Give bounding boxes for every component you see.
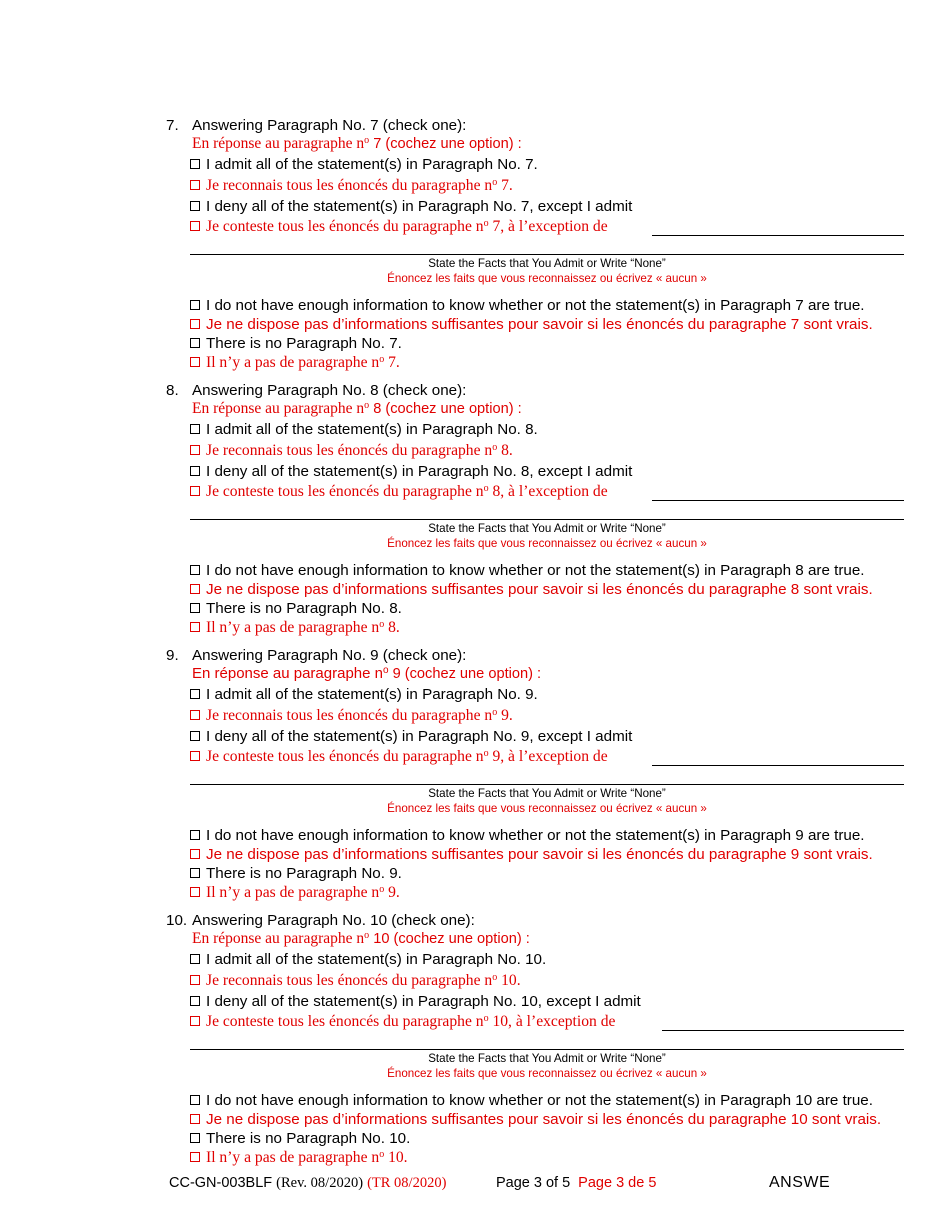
page-number-fr: Page 3 de 5: [578, 1175, 657, 1191]
checkbox[interactable]: [190, 486, 200, 496]
no-paragraph-option-fr[interactable]: Il n’y a pas de paragraphe $n^o$ 7.: [190, 354, 400, 372]
no-information-option-en[interactable]: I do not have enough information to know whether or not the statement(s) in Paragraph 10 are true.: [190, 1092, 873, 1110]
no-paragraph-option-en[interactable]: There is no Paragraph No. 9.: [190, 865, 402, 883]
paragraph-heading-fr: En réponse au paragraphe $n^o$ 9 (cochez une option) :: [192, 665, 542, 682]
admit-all-option-fr[interactable]: Je reconnais tous les énoncés du paragraphe $n^o$ 10.: [190, 972, 521, 990]
paragraph-heading-fr: En réponse au paragraphe $n^o$ 8 (cochez une option) :: [192, 400, 522, 417]
admitted-facts-field[interactable]: [190, 254, 904, 255]
admitted-facts-field[interactable]: [190, 784, 904, 785]
checkbox[interactable]: [190, 1133, 200, 1143]
fill-line-caption-fr: Énoncez les faits que vous reconnaissez ou écrivez « aucun »: [387, 537, 707, 550]
checkbox[interactable]: [190, 445, 200, 455]
admitted-facts-inline-field[interactable]: [662, 1030, 904, 1031]
deny-except-option-fr[interactable]: Je conteste tous les énoncés du paragraphe $n^o$ 8, à l’exception de: [190, 483, 608, 501]
deny-except-option-en[interactable]: I deny all of the statement(s) in Paragraph No. 8, except I admit: [190, 463, 632, 481]
no-paragraph-option-en[interactable]: There is no Paragraph No. 7.: [190, 335, 402, 353]
checkbox[interactable]: [190, 849, 200, 859]
checkbox[interactable]: [190, 731, 200, 741]
fill-line-caption-en: State the Facts that You Admit or Write “None”: [428, 1052, 666, 1065]
no-paragraph-option-fr[interactable]: Il n’y a pas de paragraphe $n^o$ 10.: [190, 1149, 408, 1167]
fill-line-caption-fr: Énoncez les faits que vous reconnaissez ou écrivez « aucun »: [387, 802, 707, 815]
checkbox[interactable]: [190, 689, 200, 699]
checkbox[interactable]: [190, 954, 200, 964]
no-information-option-fr[interactable]: Je ne dispose pas d’informations suffisantes pour savoir si les énoncés du paragraphe 7 sont vrais.: [190, 316, 873, 334]
checkbox[interactable]: [190, 751, 200, 761]
paragraph-heading-fr: En réponse au paragraphe $n^o$ 7 (cochez une option) :: [192, 135, 522, 152]
fill-line-caption-fr: Énoncez les faits que vous reconnaissez ou écrivez « aucun »: [387, 272, 707, 285]
admit-all-option-fr[interactable]: Je reconnais tous les énoncés du paragraphe $n^o$ 7.: [190, 177, 513, 195]
admit-all-option-fr[interactable]: Je reconnais tous les énoncés du paragraphe $n^o$ 9.: [190, 707, 513, 725]
paragraph-number: 9.: [166, 647, 179, 664]
no-information-option-fr[interactable]: Je ne dispose pas d’informations suffisantes pour savoir si les énoncés du paragraphe 10 sont vrais.: [190, 1111, 881, 1129]
paragraph-heading-en: 10. Answering Paragraph No. 10 (check one):: [166, 912, 475, 929]
no-paragraph-option-fr[interactable]: Il n’y a pas de paragraphe $n^o$ 8.: [190, 619, 400, 637]
paragraph-heading-en: 9. Answering Paragraph No. 9 (check one):: [166, 647, 467, 664]
paragraph-heading-en: 8. Answering Paragraph No. 8 (check one):: [166, 382, 467, 399]
form-code: CC-GN-003BLF (Rev. 08/2020) (TR 08/2020): [169, 1175, 447, 1191]
checkbox[interactable]: [190, 221, 200, 231]
paragraph-number: 10.: [166, 912, 188, 929]
no-information-option-en[interactable]: I do not have enough information to know whether or not the statement(s) in Paragraph 7 are true.: [190, 297, 865, 315]
fill-line-caption-fr: Énoncez les faits que vous reconnaissez ou écrivez « aucun »: [387, 1067, 707, 1080]
form-title: ANSWE: [769, 1174, 831, 1191]
deny-except-option-fr[interactable]: Je conteste tous les énoncés du paragraphe $n^o$ 9, à l’exception de: [190, 748, 608, 766]
checkbox[interactable]: [190, 603, 200, 613]
deny-except-option-en[interactable]: I deny all of the statement(s) in Paragraph No. 9, except I admit: [190, 728, 632, 746]
paragraph-heading-fr: En réponse au paragraphe $n^o$ 10 (cochez une option) :: [192, 930, 530, 947]
checkbox[interactable]: [190, 830, 200, 840]
checkbox[interactable]: [190, 887, 200, 897]
paragraph-heading-en: 7. Answering Paragraph No. 7 (check one):: [166, 117, 467, 134]
admit-all-option-en[interactable]: I admit all of the statement(s) in Paragraph No. 10.: [190, 951, 546, 969]
deny-except-option-fr[interactable]: Je conteste tous les énoncés du paragraphe $n^o$ 10, à l’exception de: [190, 1013, 615, 1031]
checkbox[interactable]: [190, 338, 200, 348]
checkbox[interactable]: [190, 1152, 200, 1162]
checkbox[interactable]: [190, 201, 200, 211]
admitted-facts-inline-field[interactable]: [652, 500, 904, 501]
no-information-option-en[interactable]: I do not have enough information to know whether or not the statement(s) in Paragraph 8 are true.: [190, 562, 865, 580]
no-paragraph-option-en[interactable]: There is no Paragraph No. 10.: [190, 1130, 410, 1148]
fill-line-caption-en: State the Facts that You Admit or Write “None”: [428, 257, 666, 270]
checkbox[interactable]: [190, 622, 200, 632]
no-information-option-fr[interactable]: Je ne dispose pas d’informations suffisantes pour savoir si les énoncés du paragraphe 8 sont vrais.: [190, 581, 873, 599]
checkbox[interactable]: [190, 584, 200, 594]
checkbox[interactable]: [190, 319, 200, 329]
checkbox[interactable]: [190, 710, 200, 720]
admit-all-option-en[interactable]: I admit all of the statement(s) in Paragraph No. 9.: [190, 686, 538, 704]
checkbox[interactable]: [190, 1114, 200, 1124]
checkbox[interactable]: [190, 996, 200, 1006]
admit-all-option-en[interactable]: I admit all of the statement(s) in Paragraph No. 7.: [190, 156, 538, 174]
no-information-option-fr[interactable]: Je ne dispose pas d’informations suffisantes pour savoir si les énoncés du paragraphe 9 sont vrais.: [190, 846, 873, 864]
checkbox[interactable]: [190, 565, 200, 575]
admit-all-option-fr[interactable]: Je reconnais tous les énoncés du paragraphe $n^o$ 8.: [190, 442, 513, 460]
checkbox[interactable]: [190, 159, 200, 169]
no-information-option-en[interactable]: I do not have enough information to know whether or not the statement(s) in Paragraph 9 are true.: [190, 827, 865, 845]
checkbox[interactable]: [190, 180, 200, 190]
deny-except-option-en[interactable]: I deny all of the statement(s) in Paragraph No. 10, except I admit: [190, 993, 641, 1011]
checkbox[interactable]: [190, 466, 200, 476]
admitted-facts-inline-field[interactable]: [652, 235, 904, 236]
admitted-facts-field[interactable]: [190, 519, 904, 520]
deny-except-option-en[interactable]: I deny all of the statement(s) in Paragraph No. 7, except I admit: [190, 198, 632, 216]
checkbox[interactable]: [190, 975, 200, 985]
checkbox[interactable]: [190, 1095, 200, 1105]
fill-line-caption-en: State the Facts that You Admit or Write “None”: [428, 787, 666, 800]
no-paragraph-option-fr[interactable]: Il n’y a pas de paragraphe $n^o$ 9.: [190, 884, 400, 902]
checkbox[interactable]: [190, 1016, 200, 1026]
page-number: Page 3 of 5 Page 3 de 5: [496, 1175, 657, 1191]
admitted-facts-field[interactable]: [190, 1049, 904, 1050]
checkbox[interactable]: [190, 424, 200, 434]
checkbox[interactable]: [190, 357, 200, 367]
revision-date: (Rev. 08/2020): [276, 1175, 364, 1191]
admitted-facts-inline-field[interactable]: [652, 765, 904, 766]
translation-date: (TR 08/2020): [367, 1175, 447, 1191]
no-paragraph-option-en[interactable]: There is no Paragraph No. 8.: [190, 600, 402, 618]
admit-all-option-en[interactable]: I admit all of the statement(s) in Paragraph No. 8.: [190, 421, 538, 439]
deny-except-option-fr[interactable]: Je conteste tous les énoncés du paragraphe $n^o$ 7, à l’exception de: [190, 218, 608, 236]
checkbox[interactable]: [190, 868, 200, 878]
paragraph-number: 8.: [166, 382, 179, 399]
checkbox[interactable]: [190, 300, 200, 310]
fill-line-caption-en: State the Facts that You Admit or Write “None”: [428, 522, 666, 535]
paragraph-number: 7.: [166, 117, 179, 134]
